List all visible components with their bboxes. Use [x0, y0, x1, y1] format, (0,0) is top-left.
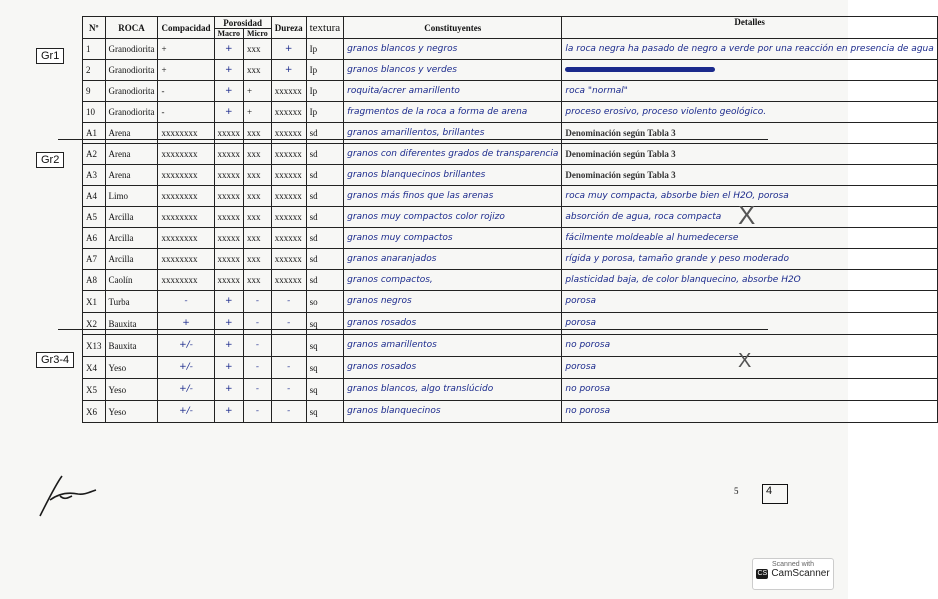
- header-roca: ROCA: [105, 17, 158, 39]
- row-roca: Granodiorita: [105, 39, 158, 60]
- row-roca: Granodiorita: [105, 60, 158, 81]
- row-textura: sd: [306, 228, 344, 249]
- row-roca: Arcilla: [105, 228, 158, 249]
- row-micro: xxx: [244, 207, 272, 228]
- crossed-out-text: [565, 67, 715, 72]
- row-textura: Ip: [306, 102, 344, 123]
- row-num: X5: [83, 379, 106, 401]
- table-row: [83, 379, 938, 401]
- row-dureza: -: [271, 291, 306, 313]
- row-textura: sq: [306, 313, 344, 335]
- row-textura: Ip: [306, 60, 344, 81]
- table-row: [83, 123, 938, 144]
- margin-cross-mark: X: [738, 350, 752, 372]
- table-row: [83, 335, 938, 357]
- row-dureza: +: [271, 60, 306, 81]
- row-num: A1: [83, 123, 106, 144]
- row-dureza: xxxxxx: [271, 102, 306, 123]
- row-macro: +: [214, 102, 244, 123]
- row-num: X6: [83, 401, 106, 423]
- row-micro: xxx: [244, 186, 272, 207]
- row-compacidad: +/-: [158, 379, 214, 401]
- row-constituyentes: granos muy compactos color rojizo: [344, 207, 562, 228]
- row-compacidad: -: [158, 102, 214, 123]
- table-header-row: [83, 17, 938, 29]
- row-micro: -: [244, 335, 272, 357]
- row-roca: Arcilla: [105, 207, 158, 228]
- row-constituyentes: granos muy compactos: [344, 228, 562, 249]
- row-num: 9: [83, 81, 106, 102]
- row-num: A5: [83, 207, 106, 228]
- row-macro: xxxxx: [214, 207, 244, 228]
- table-row: [83, 39, 938, 60]
- row-micro: xxx: [244, 60, 272, 81]
- row-macro: +: [214, 291, 244, 313]
- row-macro: +: [214, 60, 244, 81]
- table-row: [83, 270, 938, 291]
- table-row: [83, 144, 938, 165]
- row-micro: -: [244, 357, 272, 379]
- row-detalles: porosa: [562, 291, 937, 313]
- row-dureza: xxxxxx: [271, 144, 306, 165]
- row-detalles: roca "normal": [562, 81, 937, 102]
- header-constituyentes: Constituyentes: [344, 17, 562, 39]
- row-macro: +: [214, 313, 244, 335]
- row-roca: Arena: [105, 144, 158, 165]
- row-macro: xxxxx: [214, 249, 244, 270]
- row-micro: xxx: [244, 270, 272, 291]
- row-constituyentes: granos rosados: [344, 357, 562, 379]
- row-dureza: xxxxxx: [271, 81, 306, 102]
- row-micro: +: [244, 102, 272, 123]
- row-roca: Yeso: [105, 401, 158, 423]
- row-roca: Limo: [105, 186, 158, 207]
- row-compacidad: -: [158, 81, 214, 102]
- table-row: [83, 228, 938, 249]
- row-macro: +: [214, 335, 244, 357]
- table-row: [83, 207, 938, 228]
- row-detalles: no porosa: [562, 335, 937, 357]
- header-textura: textura: [306, 17, 344, 39]
- row-micro: +: [244, 81, 272, 102]
- row-textura: so: [306, 291, 344, 313]
- row-micro: -: [244, 291, 272, 313]
- row-roca: Granodiorita: [105, 81, 158, 102]
- row-micro: -: [244, 401, 272, 423]
- row-detalles: Denominación según Tabla 3: [562, 144, 937, 165]
- row-compacidad: +: [158, 60, 214, 81]
- group-label-gr1: Gr1: [36, 48, 64, 64]
- row-macro: +: [214, 401, 244, 423]
- row-constituyentes: granos negros: [344, 291, 562, 313]
- row-compacidad: xxxxxxxx: [158, 123, 214, 144]
- row-num: X1: [83, 291, 106, 313]
- row-constituyentes: granos blancos y verdes: [344, 60, 562, 81]
- row-macro: xxxxx: [214, 123, 244, 144]
- row-detalles: plasticidad baja, de color blanquecino, absorbe H2O: [562, 270, 937, 291]
- header-micro: Micro: [244, 29, 272, 39]
- row-dureza: xxxxxx: [271, 228, 306, 249]
- signature-mark: [38, 470, 98, 520]
- row-macro: +: [214, 357, 244, 379]
- row-constituyentes: granos blanquecinos brillantes: [344, 165, 562, 186]
- row-num: A7: [83, 249, 106, 270]
- row-macro: +: [214, 39, 244, 60]
- row-dureza: xxxxxx: [271, 186, 306, 207]
- table-row: [83, 60, 938, 81]
- row-compacidad: +/-: [158, 335, 214, 357]
- camscanner-badge: [752, 558, 834, 590]
- group-label-gr2: Gr2: [36, 152, 64, 168]
- row-num: A6: [83, 228, 106, 249]
- row-dureza: xxxxxx: [271, 123, 306, 144]
- row-micro: -: [244, 313, 272, 335]
- badge-line2: CamScanner: [771, 568, 830, 579]
- table-row: [83, 102, 938, 123]
- row-textura: sd: [306, 144, 344, 165]
- row-detalles: fácilmente moldeable al humedecerse: [562, 228, 937, 249]
- row-detalles: Denominación según Tabla 3: [562, 165, 937, 186]
- row-macro: xxxxx: [214, 186, 244, 207]
- row-textura: sd: [306, 249, 344, 270]
- row-constituyentes: granos con diferentes grados de transparencia: [344, 144, 562, 165]
- row-compacidad: -: [158, 291, 214, 313]
- row-detalles: roca muy compacta, absorbe bien el H2O, porosa: [562, 186, 937, 207]
- row-roca: Turba: [105, 291, 158, 313]
- row-textura: sd: [306, 123, 344, 144]
- table-row: [83, 165, 938, 186]
- row-roca: Caolín: [105, 270, 158, 291]
- header-macro: Macro: [214, 29, 244, 39]
- row-num: 1: [83, 39, 106, 60]
- row-constituyentes: granos anaranjados: [344, 249, 562, 270]
- row-constituyentes: granos más finos que las arenas: [344, 186, 562, 207]
- row-detalles: no porosa: [562, 379, 937, 401]
- row-num: A3: [83, 165, 106, 186]
- row-num: A4: [83, 186, 106, 207]
- row-detalles: rígida y porosa, tamaño grande y peso moderado: [562, 249, 937, 270]
- row-compacidad: +: [158, 39, 214, 60]
- row-compacidad: xxxxxxxx: [158, 228, 214, 249]
- row-micro: xxx: [244, 165, 272, 186]
- row-roca: Granodiorita: [105, 102, 158, 123]
- row-textura: sd: [306, 165, 344, 186]
- row-num: X4: [83, 357, 106, 379]
- row-roca: Bauxita: [105, 335, 158, 357]
- row-dureza: xxxxxx: [271, 270, 306, 291]
- row-num: X13: [83, 335, 106, 357]
- row-dureza: xxxxxx: [271, 165, 306, 186]
- row-detalles: porosa: [562, 357, 937, 379]
- row-num: 10: [83, 102, 106, 123]
- page-number: 5: [734, 486, 739, 496]
- table-body: [83, 39, 938, 423]
- row-detalles: [562, 60, 937, 81]
- row-detalles: no porosa: [562, 401, 937, 423]
- row-textura: Ip: [306, 81, 344, 102]
- header-dureza: Dureza: [271, 17, 306, 39]
- table-row: [83, 291, 938, 313]
- row-macro: xxxxx: [214, 144, 244, 165]
- row-dureza: -: [271, 401, 306, 423]
- cs-logo-icon: CS: [757, 569, 768, 577]
- rock-table: [82, 16, 938, 423]
- row-constituyentes: fragmentos de la roca a forma de arena: [344, 102, 562, 123]
- header-detalles: Detalles: [562, 17, 937, 39]
- row-textura: sq: [306, 401, 344, 423]
- row-constituyentes: granos rosados: [344, 313, 562, 335]
- row-textura: sd: [306, 270, 344, 291]
- row-constituyentes: roquita/acrer amarillento: [344, 81, 562, 102]
- row-compacidad: xxxxxxxx: [158, 144, 214, 165]
- row-num: A2: [83, 144, 106, 165]
- badge-line1: Scanned with: [771, 561, 815, 568]
- row-roca: Arcilla: [105, 249, 158, 270]
- row-constituyentes: granos compactos,: [344, 270, 562, 291]
- table-row: [83, 357, 938, 379]
- row-compacidad: xxxxxxxx: [158, 207, 214, 228]
- table-row: [83, 81, 938, 102]
- table-row: [83, 186, 938, 207]
- row-textura: sq: [306, 335, 344, 357]
- row-macro: xxxxx: [214, 270, 244, 291]
- page-box-number: 4: [762, 484, 788, 504]
- table-row: [83, 313, 938, 335]
- row-dureza: xxxxxx: [271, 249, 306, 270]
- row-textura: sd: [306, 207, 344, 228]
- row-detalles: la roca negra ha pasado de negro a verde por una reacción en presencia de agua: [562, 39, 937, 60]
- row-micro: -: [244, 379, 272, 401]
- row-dureza: xxxxxx: [271, 207, 306, 228]
- row-micro: xxx: [244, 144, 272, 165]
- row-detalles: absorción de agua, roca compacta: [562, 207, 937, 228]
- row-compacidad: xxxxxxxx: [158, 186, 214, 207]
- row-num: X2: [83, 313, 106, 335]
- table-row: [83, 401, 938, 423]
- row-dureza: -: [271, 357, 306, 379]
- group-label-gr34: Gr3-4: [36, 352, 74, 368]
- row-textura: sq: [306, 357, 344, 379]
- row-roca: Arena: [105, 165, 158, 186]
- row-micro: xxx: [244, 228, 272, 249]
- row-micro: xxx: [244, 39, 272, 60]
- row-micro: xxx: [244, 123, 272, 144]
- row-roca: Bauxita: [105, 313, 158, 335]
- row-detalles: proceso erosivo, proceso violento geológico.: [562, 102, 937, 123]
- row-constituyentes: granos blancos y negros: [344, 39, 562, 60]
- row-constituyentes: granos blancos, algo translúcido: [344, 379, 562, 401]
- row-num: 2: [83, 60, 106, 81]
- header-compacidad: Compacidad: [158, 17, 214, 39]
- row-textura: sd: [306, 186, 344, 207]
- row-compacidad: xxxxxxxx: [158, 165, 214, 186]
- row-compacidad: xxxxxxxx: [158, 270, 214, 291]
- table-row: [83, 249, 938, 270]
- margin-cross-mark: X: [738, 200, 756, 230]
- row-detalles: porosa: [562, 313, 937, 335]
- row-compacidad: xxxxxxxx: [158, 249, 214, 270]
- row-roca: Arena: [105, 123, 158, 144]
- row-dureza: [271, 335, 306, 357]
- row-dureza: -: [271, 313, 306, 335]
- row-macro: +: [214, 379, 244, 401]
- header-num: Nº: [83, 17, 106, 39]
- row-macro: xxxxx: [214, 228, 244, 249]
- header-porosidad: Porosidad: [214, 17, 271, 29]
- row-roca: Yeso: [105, 379, 158, 401]
- row-macro: +: [214, 81, 244, 102]
- row-detalles: Denominación según Tabla 3: [562, 123, 937, 144]
- row-textura: sq: [306, 379, 344, 401]
- row-dureza: -: [271, 379, 306, 401]
- row-compacidad: +: [158, 313, 214, 335]
- row-roca: Yeso: [105, 357, 158, 379]
- row-compacidad: +/-: [158, 401, 214, 423]
- row-dureza: +: [271, 39, 306, 60]
- row-compacidad: +/-: [158, 357, 214, 379]
- row-constituyentes: granos amarillentos: [344, 335, 562, 357]
- row-constituyentes: granos blanquecinos: [344, 401, 562, 423]
- row-micro: xxx: [244, 249, 272, 270]
- row-textura: Ip: [306, 39, 344, 60]
- row-macro: xxxxx: [214, 165, 244, 186]
- row-num: A8: [83, 270, 106, 291]
- row-constituyentes: granos amarillentos, brillantes: [344, 123, 562, 144]
